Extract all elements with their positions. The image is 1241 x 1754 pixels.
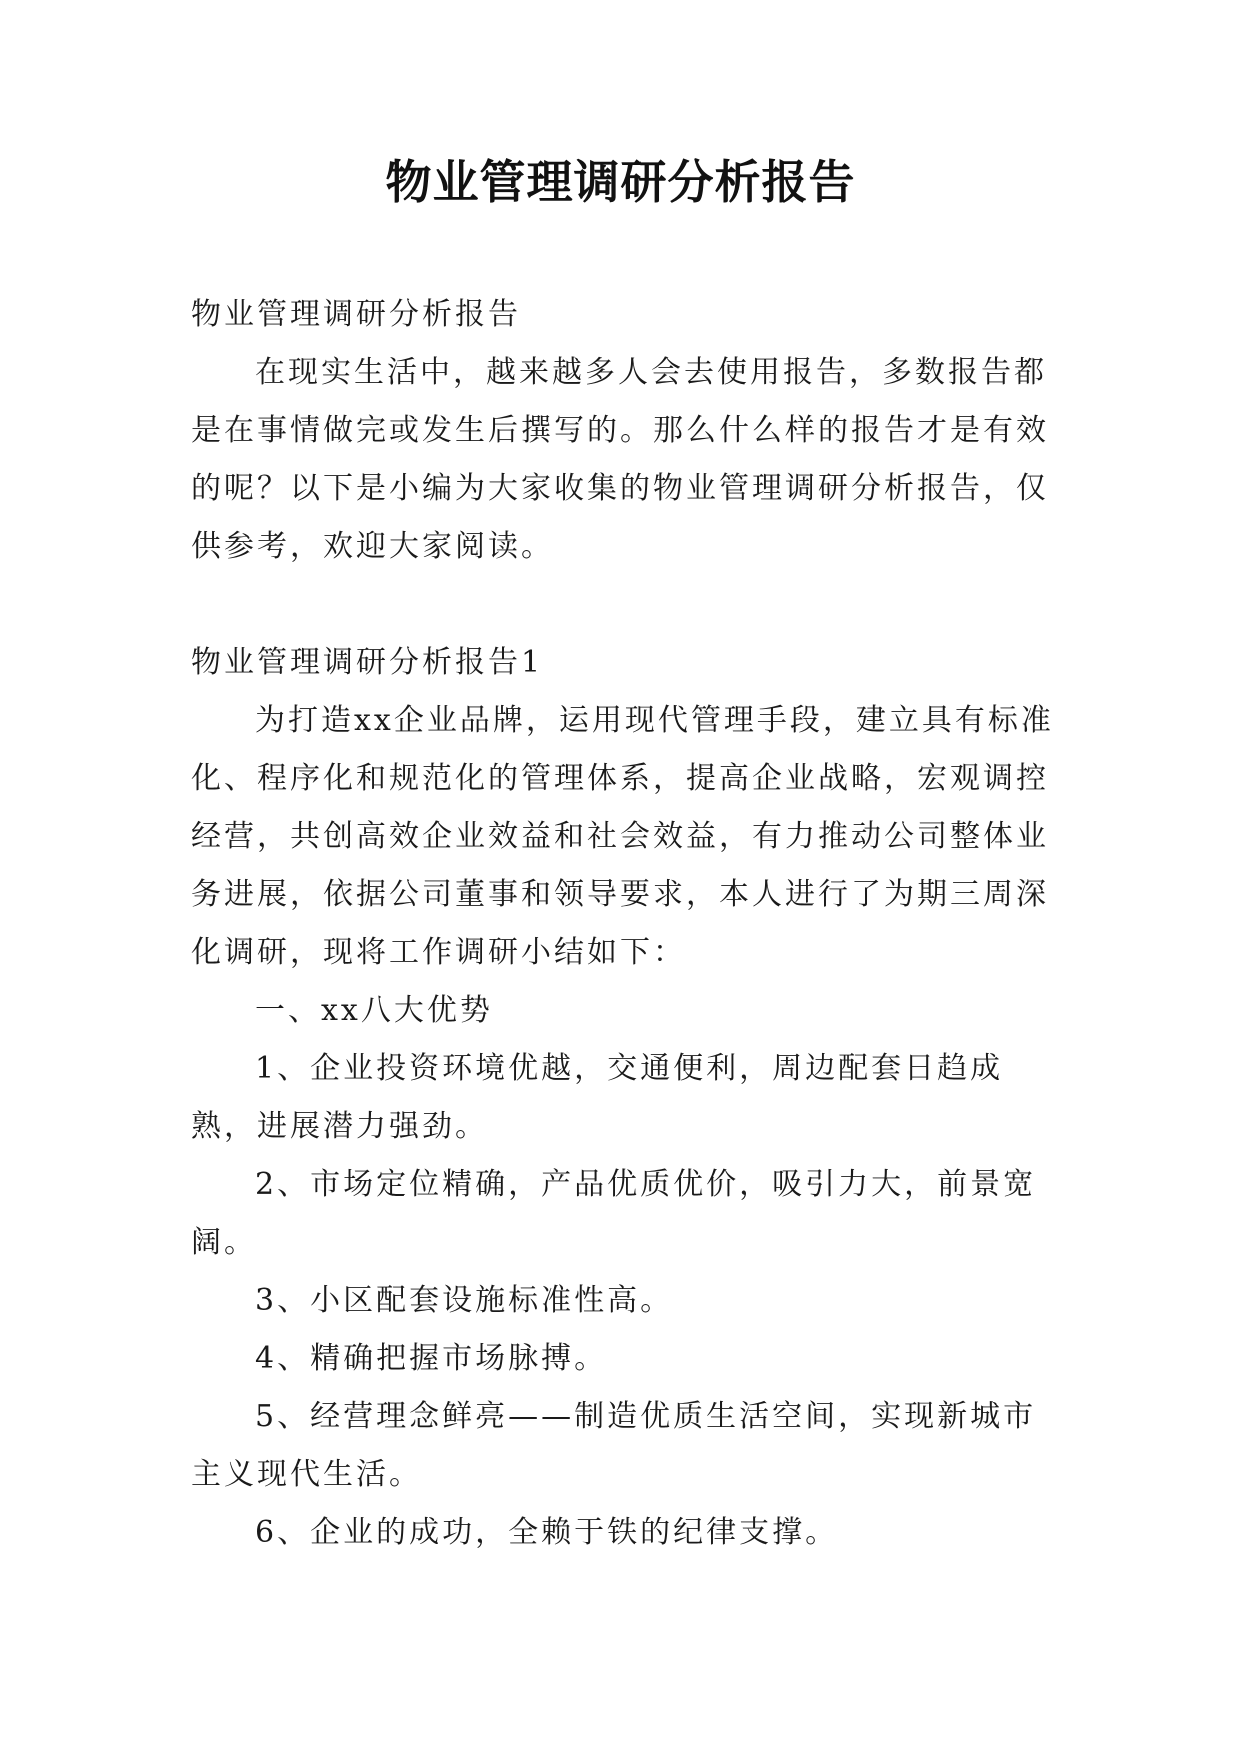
section-subheading: 一、xx八大优势 bbox=[255, 993, 493, 1028]
intro-paragraph: 在现实生活中，越来越多人会去使用报告，多数报告都是在事情做完或发生后撰写的。那么什么样的报告才是有效的呢？以下是小编为大家收集的物业管理调研分析报告，仅供参考，欢迎大家阅读。 bbox=[191, 355, 1049, 564]
document-body bbox=[191, 286, 1061, 1562]
list-item: 1、企业投资环境优越，交通便利，周边配套日趋成熟，进展潜力强劲。 bbox=[191, 1051, 1004, 1144]
document-title: 物业管理调研分析报告 bbox=[385, 155, 856, 209]
paragraph-spacer bbox=[191, 576, 1061, 634]
list-item: 4、精确把握市场脉搏。 bbox=[255, 1341, 608, 1376]
list-item: 3、小区配套设施标准性高。 bbox=[255, 1283, 674, 1318]
list-item: 2、市场定位精确，产品优质优价，吸引力大，前景宽阔。 bbox=[191, 1167, 1037, 1260]
section-heading: 物业管理调研分析报告1 bbox=[191, 645, 544, 680]
intro-heading: 物业管理调研分析报告 bbox=[191, 297, 521, 332]
list-item: 6、企业的成功，全赖于铁的纪律支撑。 bbox=[255, 1515, 839, 1550]
section-paragraph: 为打造xx企业品牌，运用现代管理手段，建立具有标准化、程序化和规范化的管理体系，提高企业战略，宏观调控经营，共创高效企业效益和社会效益，有力推动公司整体业务进展，依据公司董事和领导要求，本人进行了为期三周深化调研，现将工作调研小结如下： bbox=[191, 703, 1054, 970]
list-item: 5、经营理念鲜亮——制造优质生活空间，实现新城市主义现代生活。 bbox=[191, 1399, 1037, 1492]
